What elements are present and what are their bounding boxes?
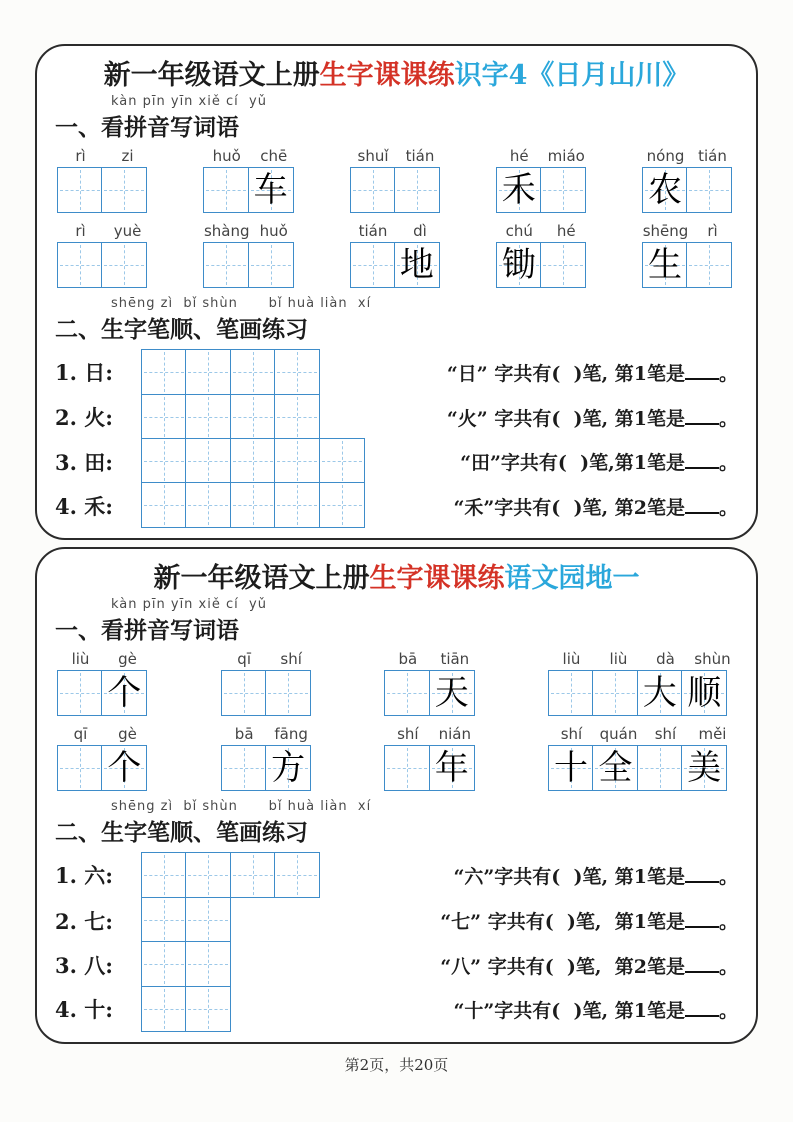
- answer-blank[interactable]: [685, 509, 719, 514]
- writing-cell[interactable]: [384, 670, 430, 716]
- written-character: 方: [271, 748, 306, 789]
- title-segment: 语文园地一: [504, 563, 640, 595]
- writing-boxes: [548, 745, 736, 791]
- pinyin-syllable: zi: [121, 147, 134, 166]
- stroke-rows: [55, 852, 738, 1031]
- pinyin-row: [350, 147, 444, 165]
- writing-cell[interactable]: [548, 670, 594, 716]
- stroke-cell[interactable]: [141, 986, 187, 1032]
- pinyin-syllable: liù: [609, 650, 628, 669]
- writing-boxes: [642, 242, 736, 288]
- stroke-item-label: 4. 禾:: [55, 494, 113, 520]
- stroke-practice-boxes: [141, 987, 325, 1031]
- written-character: 个: [107, 673, 142, 714]
- stroke-practice-boxes: [141, 349, 371, 395]
- word-group: [203, 222, 297, 288]
- writing-boxes: [57, 167, 151, 213]
- writing-cell[interactable]: [686, 242, 732, 288]
- pinyin-syllable: shí: [397, 725, 419, 744]
- title-segment: 新一年级语文上册: [103, 60, 320, 91]
- pinyin-row: [384, 650, 478, 668]
- writing-boxes: [57, 670, 151, 716]
- pinyin-syllable: tián: [698, 147, 727, 166]
- word-group: [548, 725, 736, 791]
- pinyin-row: [57, 725, 151, 743]
- stroke-row: [55, 987, 738, 1031]
- question-text: “八” 字共有( )笔, 第2笔是: [440, 955, 685, 978]
- writing-cell[interactable]: [540, 167, 586, 213]
- answer-blank[interactable]: [685, 1012, 719, 1017]
- pinyin-syllable: qī: [73, 725, 88, 744]
- pinyin-syllable: hé: [556, 222, 576, 241]
- stroke-cell[interactable]: [141, 852, 187, 898]
- writing-cell[interactable]: [642, 167, 688, 213]
- pinyin-syllable: bā: [398, 650, 418, 669]
- stroke-question: [371, 493, 738, 520]
- stroke-cell[interactable]: [185, 897, 231, 943]
- stroke-cell[interactable]: [185, 941, 231, 987]
- writing-cell[interactable]: [394, 167, 440, 213]
- written-character: 地: [399, 245, 434, 286]
- stroke-cell[interactable]: [141, 438, 187, 484]
- stroke-row: [55, 440, 738, 484]
- pinyin-syllable: miáo: [547, 147, 585, 166]
- writing-boxes: [350, 242, 444, 288]
- question-end: 。: [718, 362, 738, 385]
- pinyin-syllable: tiān: [440, 650, 470, 669]
- word-group: [203, 147, 297, 213]
- stroke-question: [371, 404, 738, 431]
- writing-boxes: [221, 670, 315, 716]
- word-group: [384, 650, 478, 716]
- pinyin-row: [642, 147, 736, 165]
- word-row: [57, 147, 736, 213]
- word-group: [496, 147, 590, 213]
- writing-boxes: [221, 745, 315, 791]
- stroke-item-label: 3. 八:: [55, 953, 113, 979]
- writing-cell[interactable]: [248, 242, 294, 288]
- part1-heading: 一、看拼音写词语: [55, 617, 239, 645]
- answer-blank[interactable]: [685, 923, 719, 928]
- stroke-cell[interactable]: [319, 482, 365, 528]
- stroke-cell[interactable]: [274, 438, 320, 484]
- word-group: [642, 147, 736, 213]
- pinyin-row: [203, 147, 297, 165]
- word-group: [57, 222, 151, 288]
- pinyin-syllable: chē: [260, 147, 288, 166]
- writing-boxes: [384, 745, 478, 791]
- answer-blank[interactable]: [685, 464, 719, 469]
- stroke-practice-boxes: [141, 943, 325, 987]
- writing-cell[interactable]: [429, 670, 475, 716]
- stroke-cell[interactable]: [141, 897, 187, 943]
- stroke-item-label: 2. 七:: [55, 908, 113, 934]
- writing-cell[interactable]: [57, 670, 103, 716]
- writing-cell[interactable]: [101, 670, 147, 716]
- stroke-row: [55, 943, 738, 987]
- answer-blank[interactable]: [685, 968, 719, 973]
- stroke-question: [325, 907, 738, 934]
- word-group: [221, 650, 315, 716]
- question-text: “火” 字共有( )笔, 第1笔是: [446, 407, 685, 430]
- writing-cell[interactable]: [57, 242, 103, 288]
- writing-boxes: [57, 242, 151, 288]
- stroke-item-label: 1. 六:: [55, 863, 113, 889]
- stroke-cell[interactable]: [319, 438, 365, 484]
- sheets-container: [0, 44, 793, 1044]
- stroke-row: [55, 349, 738, 395]
- pinyin-syllable: shàng: [203, 222, 250, 241]
- stroke-row: [55, 395, 738, 439]
- pinyin-syllable: gè: [118, 650, 137, 669]
- written-character: 生: [648, 245, 682, 286]
- pinyin-row: [57, 222, 151, 240]
- pinyin-row: [384, 725, 478, 743]
- writing-cell[interactable]: [681, 670, 727, 716]
- stroke-item-label: 3. 田:: [55, 449, 113, 475]
- word-group: [642, 222, 736, 288]
- written-character: 天: [434, 673, 469, 714]
- writing-cell[interactable]: [496, 242, 542, 288]
- writing-cell[interactable]: [203, 167, 249, 213]
- question-end: 。: [718, 911, 738, 934]
- pinyin-syllable: měi: [698, 725, 727, 744]
- written-character: 全: [598, 748, 633, 789]
- word-group: [221, 725, 315, 791]
- title-segment: 生字课课练: [319, 60, 455, 91]
- stroke-cell[interactable]: [185, 986, 231, 1032]
- worksheet-panel: [35, 547, 758, 1043]
- stroke-practice-boxes: [141, 440, 371, 484]
- stroke-cell[interactable]: [141, 394, 187, 440]
- writing-cell[interactable]: [248, 167, 294, 213]
- stroke-cell[interactable]: [274, 349, 320, 395]
- pinyin-syllable: rì: [75, 222, 86, 241]
- answer-blank[interactable]: [685, 878, 719, 883]
- written-character: 顺: [687, 673, 722, 714]
- writing-cell[interactable]: [221, 745, 267, 791]
- pinyin-syllable: dì: [413, 222, 427, 241]
- stroke-cell[interactable]: [185, 438, 231, 484]
- stroke-practice-boxes: [141, 852, 325, 898]
- stroke-practice-boxes: [141, 484, 371, 528]
- stroke-cell[interactable]: [230, 482, 276, 528]
- stroke-practice-boxes: [141, 395, 371, 439]
- pinyin-syllable: shí: [654, 725, 677, 744]
- writing-cell[interactable]: [265, 745, 311, 791]
- pinyin-row: [548, 725, 736, 743]
- pinyin-row: [496, 147, 590, 165]
- stroke-item-label: 2. 火:: [55, 405, 113, 431]
- writing-cell[interactable]: [686, 167, 732, 213]
- writing-boxes: [496, 167, 590, 213]
- writing-cell[interactable]: [394, 242, 440, 288]
- written-character: 美: [687, 748, 722, 789]
- writing-boxes: [496, 242, 590, 288]
- stroke-cell[interactable]: [274, 394, 320, 440]
- stroke-rows: [55, 349, 738, 528]
- pinyin-row: [496, 222, 590, 240]
- title-segment: 新一年级语文上册: [153, 563, 370, 595]
- pinyin-syllable: hé: [509, 147, 529, 166]
- pinyin-stroke-label: shēng zì bǐ shùn bǐ huà liàn xí: [111, 296, 372, 312]
- stroke-question: [325, 996, 738, 1023]
- pinyin-syllable: shùn: [694, 650, 731, 669]
- word-group: [57, 725, 151, 791]
- question-end: 。: [718, 407, 738, 430]
- pinyin-syllable: huǒ: [259, 222, 288, 241]
- stroke-cell[interactable]: [230, 394, 276, 440]
- stroke-practice-boxes: [141, 898, 325, 942]
- stroke-cell[interactable]: [141, 349, 187, 395]
- section-title: [53, 58, 740, 93]
- pinyin-syllable: qī: [237, 650, 251, 669]
- written-character: 车: [253, 170, 288, 211]
- pinyin-row: [548, 650, 736, 668]
- pinyin-syllable: shí: [280, 650, 302, 669]
- writing-cell[interactable]: [350, 167, 396, 213]
- writing-cell[interactable]: [101, 167, 147, 213]
- written-character: 农: [648, 170, 682, 211]
- pinyin-syllable: yuè: [113, 222, 142, 241]
- stroke-question: [371, 359, 738, 386]
- stroke-cell[interactable]: [185, 482, 231, 528]
- pinyin-syllable: rì: [707, 222, 718, 241]
- writing-cell[interactable]: [384, 745, 430, 791]
- writing-cell[interactable]: [496, 167, 542, 213]
- stroke-row: [55, 898, 738, 942]
- question-end: 。: [718, 865, 738, 888]
- word-row: [57, 725, 736, 791]
- answer-blank[interactable]: [685, 375, 719, 380]
- word-row: [57, 650, 736, 716]
- writing-cell[interactable]: [221, 670, 267, 716]
- word-group: [548, 650, 736, 716]
- section-title: [53, 561, 740, 596]
- writing-cell[interactable]: [57, 167, 103, 213]
- pinyin-section-label: kàn pīn yīn xiě cí yǔ: [111, 94, 267, 110]
- pinyin-section-label: kàn pīn yīn xiě cí yǔ: [111, 597, 267, 613]
- written-character: 大: [642, 673, 677, 714]
- writing-boxes: [642, 167, 736, 213]
- writing-cell[interactable]: [429, 745, 475, 791]
- stroke-cell[interactable]: [141, 941, 187, 987]
- pinyin-syllable: liù: [71, 650, 90, 669]
- stroke-cell[interactable]: [230, 438, 276, 484]
- writing-boxes: [203, 242, 297, 288]
- stroke-question: [325, 862, 738, 889]
- stroke-cell[interactable]: [230, 852, 276, 898]
- stroke-cell[interactable]: [185, 852, 231, 898]
- pinyin-syllable: rì: [75, 147, 86, 166]
- writing-cell[interactable]: [681, 745, 727, 791]
- word-group: [57, 147, 151, 213]
- pinyin-syllable: nóng: [646, 147, 685, 166]
- stroke-cell[interactable]: [185, 394, 231, 440]
- writing-cell[interactable]: [203, 242, 249, 288]
- writing-cell[interactable]: [592, 670, 638, 716]
- stroke-cell[interactable]: [185, 349, 231, 395]
- pinyin-syllable: shēng: [642, 222, 689, 241]
- pinyin-row: [57, 147, 151, 165]
- pinyin-row: [221, 650, 315, 668]
- title-segment: 生字课课练: [369, 563, 505, 595]
- question-text: “六”字共有( )笔, 第1笔是: [453, 865, 685, 888]
- page-footer: 第2页，共20页: [344, 1055, 449, 1074]
- part1-heading: 一、看拼音写词语: [55, 114, 239, 142]
- pinyin-syllable: tián: [358, 222, 388, 241]
- word-group: [384, 725, 478, 791]
- part2-heading: 二、生字笔顺、笔画练习: [55, 316, 308, 344]
- stroke-question: [325, 952, 738, 979]
- stroke-row: [55, 484, 738, 528]
- pinyin-row: [642, 222, 736, 240]
- writing-cell[interactable]: [637, 745, 683, 791]
- pinyin-syllable: nián: [438, 725, 471, 744]
- writing-cell[interactable]: [548, 745, 594, 791]
- pinyin-syllable: bā: [234, 725, 254, 744]
- word-rows: [57, 650, 736, 791]
- written-character: 锄: [501, 245, 536, 286]
- writing-cell[interactable]: [350, 242, 396, 288]
- pinyin-row: [203, 222, 297, 240]
- question-end: 。: [718, 999, 738, 1022]
- word-group: [350, 222, 444, 288]
- stroke-item-label: 1. 日:: [55, 360, 113, 386]
- writing-boxes: [548, 670, 736, 716]
- pinyin-syllable: shuǐ: [357, 147, 389, 166]
- pinyin-syllable: quán: [599, 725, 638, 744]
- question-text: “十”字共有( )笔, 第1笔是: [453, 999, 685, 1022]
- pinyin-syllable: liù: [562, 650, 581, 669]
- pinyin-syllable: shí: [560, 725, 583, 744]
- title-segment: 识字4《日月山川》: [454, 60, 690, 91]
- stroke-row: [55, 852, 738, 898]
- stroke-item-label: 4. 十:: [55, 997, 113, 1023]
- written-character: 十: [553, 748, 588, 789]
- writing-cell[interactable]: [265, 670, 311, 716]
- question-text: “禾”字共有( )笔, 第2笔是: [453, 496, 685, 519]
- question-text: “日” 字共有( )笔, 第1笔是: [446, 362, 685, 385]
- writing-boxes: [384, 670, 478, 716]
- pinyin-syllable: chú: [505, 222, 533, 241]
- writing-cell[interactable]: [101, 745, 147, 791]
- writing-boxes: [57, 745, 151, 791]
- question-text: “七” 字共有( )笔, 第1笔是: [440, 911, 685, 934]
- question-end: 。: [718, 496, 738, 519]
- question-end: 。: [718, 955, 738, 978]
- pinyin-syllable: dà: [656, 650, 675, 669]
- pinyin-row: [57, 650, 151, 668]
- word-rows: [57, 147, 736, 288]
- stroke-question: [371, 448, 738, 475]
- written-character: 年: [434, 748, 469, 789]
- writing-cell[interactable]: [540, 242, 586, 288]
- answer-blank[interactable]: [685, 420, 719, 425]
- pinyin-stroke-label: shēng zì bǐ shùn bǐ huà liàn xí: [111, 799, 372, 815]
- writing-cell[interactable]: [637, 670, 683, 716]
- pinyin-syllable: tián: [405, 147, 435, 166]
- stroke-cell[interactable]: [274, 852, 320, 898]
- writing-cell[interactable]: [642, 242, 688, 288]
- stroke-cell[interactable]: [141, 482, 187, 528]
- pinyin-row: [221, 725, 315, 743]
- word-group: [350, 147, 444, 213]
- pinyin-syllable: huǒ: [212, 147, 241, 166]
- pinyin-syllable: fāng: [274, 725, 308, 744]
- stroke-cell[interactable]: [230, 349, 276, 395]
- word-row: [57, 222, 736, 288]
- question-text: “田”字共有( )笔,第1笔是: [460, 452, 685, 475]
- written-character: 禾: [501, 170, 536, 211]
- writing-cell[interactable]: [592, 745, 638, 791]
- word-group: [57, 650, 151, 716]
- worksheet-panel: [35, 44, 758, 540]
- pinyin-row: [350, 222, 444, 240]
- pinyin-syllable: gè: [118, 725, 137, 744]
- part2-heading: 二、生字笔顺、笔画练习: [55, 819, 308, 847]
- writing-cell[interactable]: [101, 242, 147, 288]
- writing-cell[interactable]: [57, 745, 103, 791]
- question-end: 。: [718, 452, 738, 475]
- writing-boxes: [350, 167, 444, 213]
- word-group: [496, 222, 590, 288]
- writing-boxes: [203, 167, 297, 213]
- written-character: 个: [107, 748, 142, 789]
- stroke-cell[interactable]: [274, 482, 320, 528]
